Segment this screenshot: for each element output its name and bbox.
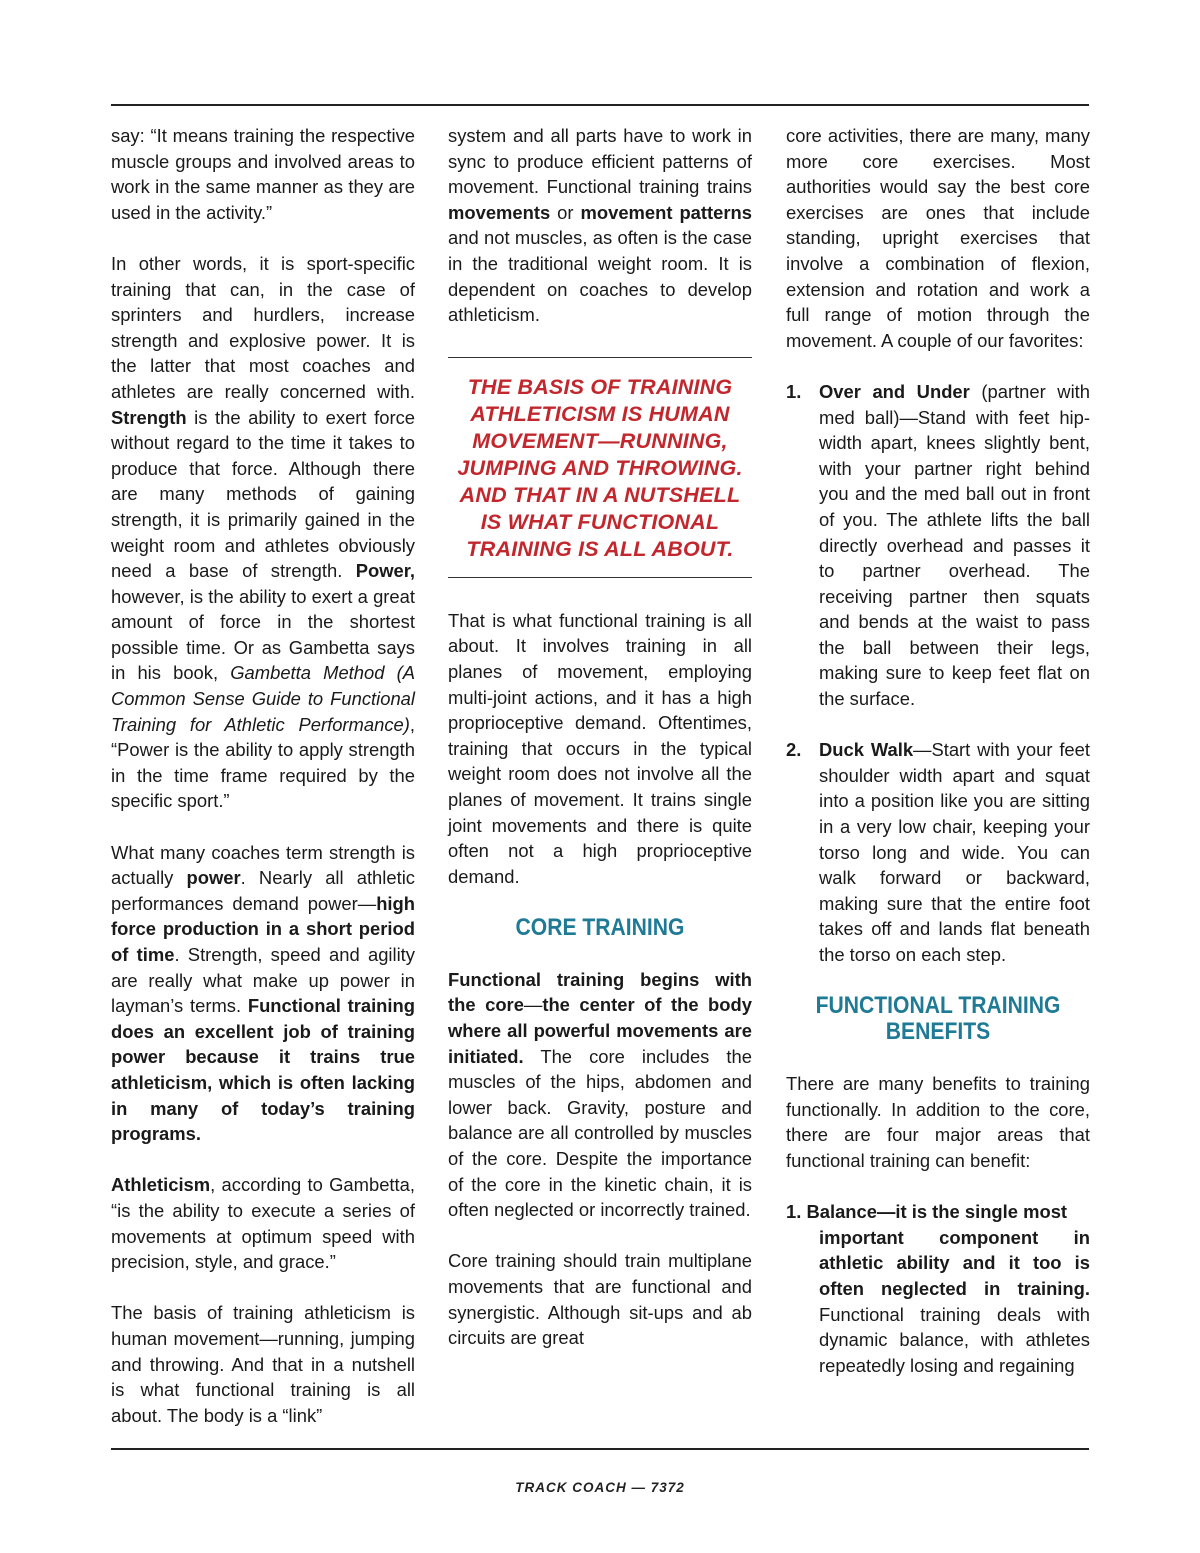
paragraph: system and all parts have to work in sync to produce efficient patterns of movement. Functional training trains movements or movement patterns and not muscles, as often is the case in the traditional weight room. It is dependent on coaches to develop athleticism. [448, 125, 752, 326]
paragraph: Functional training begins with the core—the center of the body where all powerful movements are initiated. The core includes the muscles of the hips, abdomen and lower back. Gravity, posture and balance are all controlled by muscles of the core. Despite the importance of the core in the kinetic chain, it is often neglected or incorrectly trained. [448, 968, 752, 1221]
column-3 [786, 123, 1090, 1378]
paragraph: The basis of training athleticism is human movement—running, jumping and throwing. And that in a nutshell is what functional training is all about. The body is a “link” [111, 1302, 415, 1426]
column-2 [448, 123, 752, 1351]
paragraph: Athleticism, according to Gambetta, “is the ability to execute a series of movements at optimum speed with precision, style, and grace.” [111, 1174, 415, 1273]
section-heading-core-training: CORE TRAINING [515, 913, 685, 941]
list-number: 1. [786, 380, 802, 402]
section-heading-functional-training-benefits: FUNCTIONAL TRAINING BENEFITS [815, 992, 1061, 1046]
list-item-text: Over and Under (partner with med ball)—Stand with feet hip-width apart, knees slightly bent, with your partner right behind you and the med ball out in front of you. The athlete lifts the ball directly overhead and passes it to partner overhead. The receiving partner then squats and bends at the waist to pass the ball between their legs, making sure to keep feet flat on the surface. [819, 380, 1090, 710]
list-item [786, 379, 1090, 712]
page-footer: TRACK COACH — 7372 [515, 1480, 685, 1495]
paragraph: Core training should train multiplane movements that are functional and synergistic. Although sit-ups and ab circuits are great [448, 1250, 752, 1349]
top-rule [111, 104, 1089, 106]
paragraph: say: “It means training the respective muscle groups and involved areas to work in the same manner as they are used in the activity.” [111, 125, 415, 223]
bottom-rule [111, 1448, 1089, 1450]
paragraph: What many coaches term strength is actually power. Nearly all athletic performances demand power—high force production in a short period of time. Strength, speed and agility are really what make up power in layman’s terms. Functional training does an excellent job of training power because it trains true athleticism, which is often lacking in many of today’s training programs. [111, 841, 415, 1145]
paragraph: In other words, it is sport-specific training that can, in the case of sprinters and hurdlers, increase strength and explosive power. It is the latter that most coaches and athletes are really concerned with. Strength is the ability to exert force without regard to the time it takes to produce that force. Although there are many methods of gaining strength, it is primarily gained in the weight room and athletes obviously need a base of strength. Power, however, is the ability to exert a great amount of force in the shortest possible time. Or as Gambetta says in his book, Gambetta Method (A Common Sense Guide to Functional Training for Athletic Performance), “Power is the ability to apply strength in the time frame required by the specific sport.” [111, 252, 415, 812]
list-item-lead: 1. Balance—it is the single most [786, 1201, 1068, 1223]
pull-quote: THE BASIS OF TRAINING ATHLETICISM IS HUMAN MOVEMENT—RUNNING, JUMPING AND THROWING. AND THAT IN A NUTSHELL IS WHAT FUNCTIONAL TRAINING IS ALL ABOUT. [448, 357, 752, 578]
list-item [786, 737, 1090, 967]
list-item-text: important component in athletic ability and it too is often neglected in training. Functional training deals with dynamic balance, with athletes repeatedly losing and regaining [819, 1226, 1090, 1376]
column-1 [111, 123, 415, 1428]
list-item [786, 1199, 1090, 1378]
paragraph: There are many benefits to training functionally. In addition to the core, there are four major areas that functional training can benefit: [786, 1073, 1090, 1171]
list-item-text: Duck Walk—Start with your feet shoulder width apart and squat into a position like you are sitting in a very low chair, keeping your torso long and wide. You can walk forward or backward, making sure that the entire foot takes off and lands flat beneath the torso on each step. [819, 739, 1090, 965]
paragraph: That is what functional training is all about. It involves training in all planes of movement, employing multi-joint actions, and it has a high proprioceptive demand. Oftentimes, training that occurs in the typical weight room does not involve all the planes of movement. It trains single joint movements and there is quite often not a high proprioceptive demand. [448, 609, 752, 887]
list-number: 2. [786, 739, 802, 761]
paragraph: core activities, there are many, many more core exercises. Most authorities would say the best core exercises are ones that include standing, upright exercises that involve a combination of flexion, extension and rotation and work a full range of motion through the movement. A couple of our favorites: [786, 125, 1090, 351]
